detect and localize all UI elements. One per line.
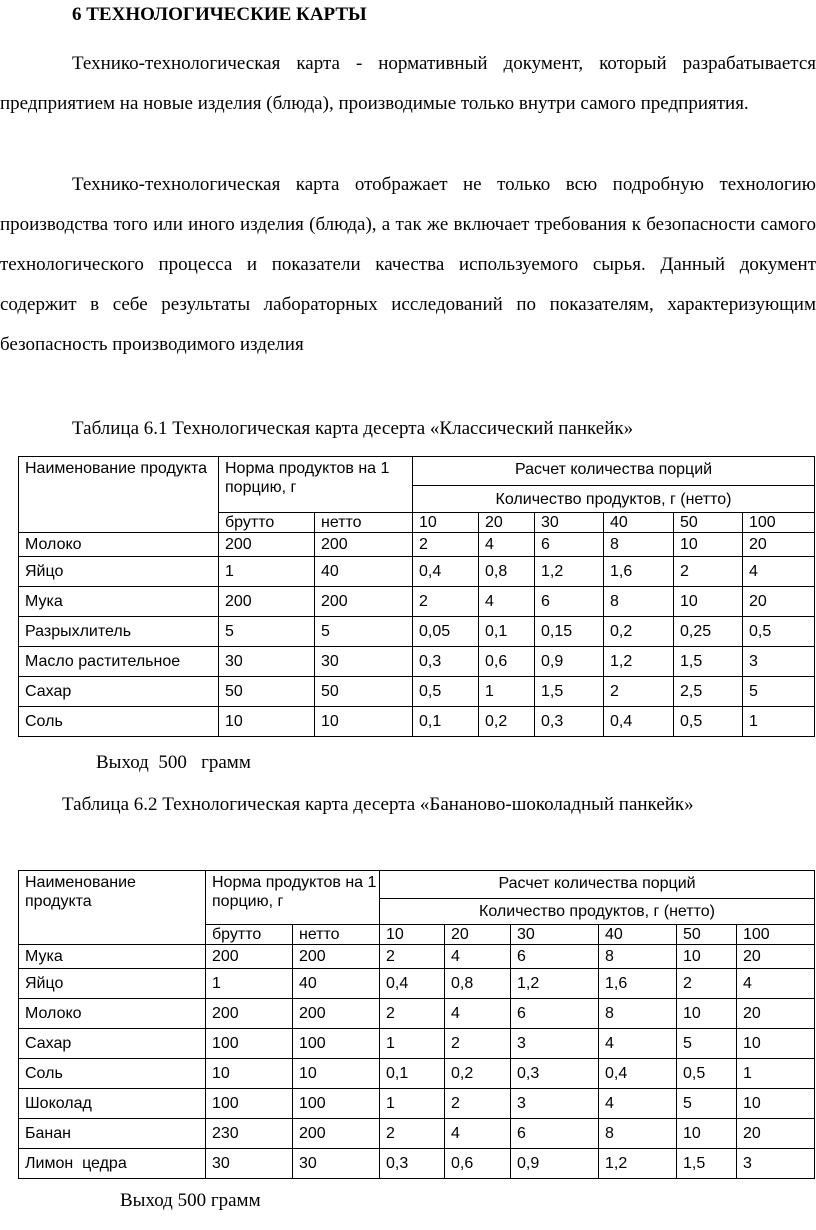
value-cell: 1,2 xyxy=(604,647,674,677)
section-title: 6 ТЕХНОЛОГИЧЕСКИЕ КАРТЫ xyxy=(72,4,367,25)
header-brutto: брутто xyxy=(219,513,315,533)
value-cell: 2 xyxy=(677,969,737,999)
table-row xyxy=(19,1089,815,1119)
value-cell: 4 xyxy=(743,557,815,587)
product-name-cell: Соль xyxy=(19,1059,206,1089)
value-cell: 2 xyxy=(413,533,479,557)
value-cell: 20 xyxy=(743,533,815,557)
value-cell: 0,6 xyxy=(479,647,535,677)
value-cell: 230 xyxy=(206,1119,293,1149)
product-name-cell: Сахар xyxy=(19,677,219,707)
value-cell: 2 xyxy=(604,677,674,707)
value-cell: 8 xyxy=(604,533,674,557)
paragraph-definition: Технико-технологическая карта - нормативный документ, который разрабатывается предприятием на новые изделия (блюда), производимые только внутри самого предприятия. xyxy=(0,53,816,114)
value-cell: 0,8 xyxy=(445,969,511,999)
value-cell: 10 xyxy=(677,999,737,1029)
value-cell: 2 xyxy=(445,1089,511,1119)
header-qty: Количество продуктов, г (нетто) xyxy=(413,486,815,513)
value-cell: 4 xyxy=(445,945,511,969)
value-cell: 200 xyxy=(293,945,380,969)
value-cell: 6 xyxy=(511,1119,599,1149)
table-row xyxy=(19,969,815,999)
header-netto: нетто xyxy=(315,513,413,533)
value-cell: 2 xyxy=(380,945,445,969)
value-cell: 10 xyxy=(677,1119,737,1149)
value-cell: 0,2 xyxy=(479,707,535,737)
value-cell: 5 xyxy=(315,617,413,647)
header-calc: Расчет количества порций xyxy=(413,457,815,486)
table2-body xyxy=(19,871,815,1179)
value-cell: 3 xyxy=(737,1149,815,1179)
value-cell: 20 xyxy=(737,999,815,1029)
value-cell: 6 xyxy=(535,533,604,557)
value-cell: 0,8 xyxy=(479,557,535,587)
product-name-cell: Банан xyxy=(19,1119,206,1149)
table-row xyxy=(19,1149,815,1179)
value-cell: 20 xyxy=(743,587,815,617)
header-product: Наименование продукта xyxy=(19,871,206,945)
table-row xyxy=(19,587,815,617)
value-cell: 200 xyxy=(206,945,293,969)
value-cell: 30 xyxy=(206,1149,293,1179)
value-cell: 2 xyxy=(413,587,479,617)
value-cell: 5 xyxy=(219,617,315,647)
value-cell: 0,5 xyxy=(677,1059,737,1089)
product-name-cell: Шоколад xyxy=(19,1089,206,1119)
value-cell: 0,3 xyxy=(535,707,604,737)
value-cell: 1,2 xyxy=(599,1149,677,1179)
value-cell: 30 xyxy=(219,647,315,677)
product-name-cell: Яйцо xyxy=(19,969,206,999)
header-portion-10: 10 xyxy=(413,513,479,533)
value-cell: 4 xyxy=(599,1029,677,1059)
paragraph-description: Технико-технологическая карта отображает не только всю подробную технологию производства того или иного изделия (блюда), а так же включает требования к безопасности самого технологического процесса и показатели качества используемого сырья. Данный документ содержит в себе результаты лабораторных исследований по показателям, характеризующим безопасность производимого изделия xyxy=(0,174,816,355)
value-cell: 10 xyxy=(737,1029,815,1059)
value-cell: 100 xyxy=(293,1089,380,1119)
header-portion-50: 50 xyxy=(677,925,737,945)
value-cell: 0,25 xyxy=(674,617,743,647)
value-cell: 200 xyxy=(315,533,413,557)
table-row xyxy=(19,617,815,647)
header-norm: Норма продуктов на 1 порцию, г xyxy=(219,457,413,513)
value-cell: 4 xyxy=(737,969,815,999)
value-cell: 0,3 xyxy=(380,1149,445,1179)
table2-output: Выход 500 грамм xyxy=(120,1190,261,1211)
header-portion-30: 30 xyxy=(511,925,599,945)
table-row xyxy=(19,677,815,707)
product-name-cell: Масло растительное xyxy=(19,647,219,677)
value-cell: 8 xyxy=(599,1119,677,1149)
value-cell: 2 xyxy=(380,999,445,1029)
product-name-cell: Разрыхлитель xyxy=(19,617,219,647)
value-cell: 10 xyxy=(219,707,315,737)
value-cell: 4 xyxy=(479,533,535,557)
value-cell: 30 xyxy=(293,1149,380,1179)
value-cell: 0,4 xyxy=(413,557,479,587)
value-cell: 1,2 xyxy=(535,557,604,587)
value-cell: 8 xyxy=(599,999,677,1029)
header-brutto: брутто xyxy=(206,925,293,945)
value-cell: 8 xyxy=(604,587,674,617)
product-name-cell: Мука xyxy=(19,587,219,617)
value-cell: 40 xyxy=(293,969,380,999)
value-cell: 4 xyxy=(599,1089,677,1119)
header-portion-10: 10 xyxy=(380,925,445,945)
value-cell: 0,1 xyxy=(380,1059,445,1089)
value-cell: 0,5 xyxy=(743,617,815,647)
header-qty: Количество продуктов, г (нетто) xyxy=(380,899,815,925)
table-row xyxy=(19,1029,815,1059)
value-cell: 10 xyxy=(315,707,413,737)
value-cell: 10 xyxy=(737,1089,815,1119)
value-cell: 1,5 xyxy=(677,1149,737,1179)
value-cell: 3 xyxy=(743,647,815,677)
value-cell: 1 xyxy=(479,677,535,707)
value-cell: 0,6 xyxy=(445,1149,511,1179)
value-cell: 1,2 xyxy=(511,969,599,999)
table-row xyxy=(19,557,815,587)
value-cell: 8 xyxy=(599,945,677,969)
value-cell: 4 xyxy=(445,999,511,1029)
product-name-cell: Соль xyxy=(19,707,219,737)
value-cell: 0,05 xyxy=(413,617,479,647)
value-cell: 0,3 xyxy=(413,647,479,677)
value-cell: 1 xyxy=(380,1029,445,1059)
value-cell: 200 xyxy=(219,587,315,617)
value-cell: 200 xyxy=(219,533,315,557)
value-cell: 200 xyxy=(293,999,380,1029)
value-cell: 0,9 xyxy=(511,1149,599,1179)
product-name-cell: Молоко xyxy=(19,999,206,1029)
header-norm: Норма продуктов на 1 порцию, г xyxy=(206,871,380,925)
value-cell: 200 xyxy=(293,1119,380,1149)
table1-classic-pancake xyxy=(18,456,815,737)
value-cell: 3 xyxy=(511,1089,599,1119)
header-portion-40: 40 xyxy=(599,925,677,945)
value-cell: 5 xyxy=(743,677,815,707)
header-portion-20: 20 xyxy=(445,925,511,945)
value-cell: 100 xyxy=(206,1089,293,1119)
value-cell: 200 xyxy=(315,587,413,617)
product-name-cell: Сахар xyxy=(19,1029,206,1059)
value-cell: 3 xyxy=(511,1029,599,1059)
value-cell: 0,3 xyxy=(511,1059,599,1089)
value-cell: 1 xyxy=(737,1059,815,1089)
value-cell: 100 xyxy=(293,1029,380,1059)
value-cell: 0,15 xyxy=(535,617,604,647)
value-cell: 10 xyxy=(293,1059,380,1089)
table1-caption: Таблица 6.1 Технологическая карта десерта «Классический панкейк» xyxy=(72,418,634,439)
value-cell: 10 xyxy=(677,945,737,969)
header-calc: Расчет количества порций xyxy=(380,871,815,899)
table2-banana-chocolate-pancake xyxy=(18,870,815,1179)
value-cell: 6 xyxy=(511,945,599,969)
value-cell: 2 xyxy=(445,1029,511,1059)
value-cell: 30 xyxy=(315,647,413,677)
value-cell: 1 xyxy=(206,969,293,999)
header-product: Наименование продукта xyxy=(19,457,219,533)
header-portion-100: 100 xyxy=(737,925,815,945)
value-cell: 1 xyxy=(219,557,315,587)
value-cell: 0,4 xyxy=(599,1059,677,1089)
header-netto: нетто xyxy=(293,925,380,945)
value-cell: 0,9 xyxy=(535,647,604,677)
table-row xyxy=(19,999,815,1029)
value-cell: 1,6 xyxy=(599,969,677,999)
value-cell: 2 xyxy=(674,557,743,587)
product-name-cell: Лимон цедра xyxy=(19,1149,206,1179)
value-cell: 0,2 xyxy=(604,617,674,647)
table1-output: Выход 500 грамм xyxy=(96,752,251,773)
value-cell: 2,5 xyxy=(674,677,743,707)
value-cell: 5 xyxy=(677,1029,737,1059)
value-cell: 0,1 xyxy=(479,617,535,647)
value-cell: 4 xyxy=(445,1119,511,1149)
product-name-cell: Мука xyxy=(19,945,206,969)
value-cell: 10 xyxy=(674,587,743,617)
value-cell: 20 xyxy=(737,945,815,969)
header-portion-50: 50 xyxy=(674,513,743,533)
product-name-cell: Молоко xyxy=(19,533,219,557)
value-cell: 0,5 xyxy=(674,707,743,737)
value-cell: 2 xyxy=(380,1119,445,1149)
value-cell: 50 xyxy=(315,677,413,707)
value-cell: 5 xyxy=(677,1089,737,1119)
table-row xyxy=(19,1119,815,1149)
value-cell: 1 xyxy=(743,707,815,737)
value-cell: 0,1 xyxy=(413,707,479,737)
value-cell: 1,6 xyxy=(604,557,674,587)
value-cell: 4 xyxy=(479,587,535,617)
value-cell: 0,4 xyxy=(380,969,445,999)
value-cell: 1 xyxy=(380,1089,445,1119)
header-portion-30: 30 xyxy=(535,513,604,533)
table1-body xyxy=(19,457,815,737)
product-name-cell: Яйцо xyxy=(19,557,219,587)
header-portion-20: 20 xyxy=(479,513,535,533)
table-row xyxy=(19,945,815,969)
value-cell: 200 xyxy=(206,999,293,1029)
value-cell: 0,4 xyxy=(604,707,674,737)
value-cell: 1,5 xyxy=(674,647,743,677)
header-portion-100: 100 xyxy=(743,513,815,533)
value-cell: 0,2 xyxy=(445,1059,511,1089)
table-row xyxy=(19,1059,815,1089)
header-portion-40: 40 xyxy=(604,513,674,533)
value-cell: 20 xyxy=(737,1119,815,1149)
table-row xyxy=(19,647,815,677)
value-cell: 6 xyxy=(511,999,599,1029)
value-cell: 1,5 xyxy=(535,677,604,707)
value-cell: 40 xyxy=(315,557,413,587)
value-cell: 6 xyxy=(535,587,604,617)
table-row xyxy=(19,707,815,737)
value-cell: 100 xyxy=(206,1029,293,1059)
value-cell: 10 xyxy=(674,533,743,557)
value-cell: 0,5 xyxy=(413,677,479,707)
value-cell: 50 xyxy=(219,677,315,707)
table-row xyxy=(19,533,815,557)
table2-caption: Таблица 6.2 Технологическая карта десерта «Бананово-шоколадный панкейк» xyxy=(62,794,694,815)
value-cell: 10 xyxy=(206,1059,293,1089)
